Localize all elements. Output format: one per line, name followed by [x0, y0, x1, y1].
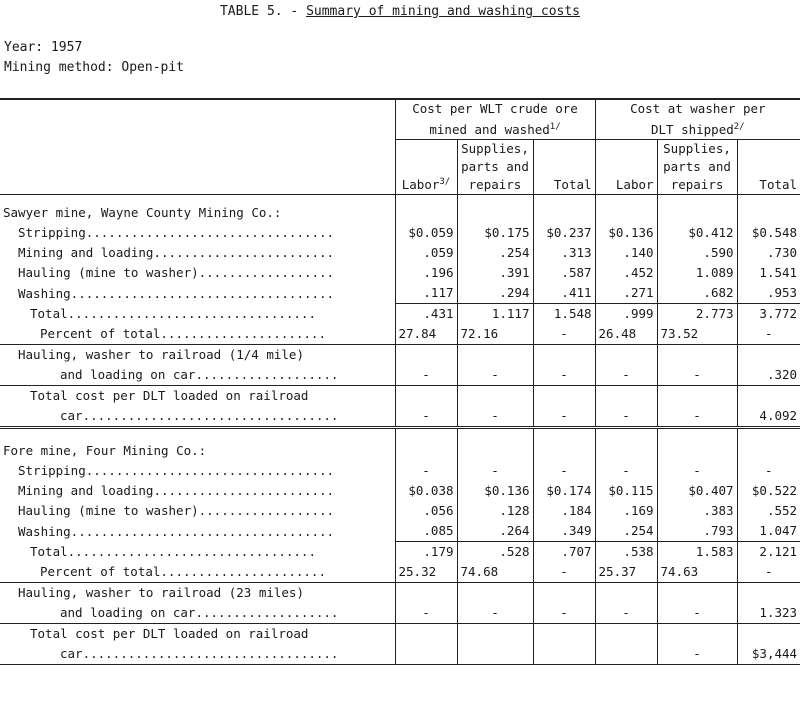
- railroad-cost-row-line2: car.................................. - - - - - 4.092: [0, 406, 800, 428]
- section2-heading-row: [0, 428, 800, 462]
- hauling-row-line2: and loading on car................... - - - - - 1.323: [0, 603, 800, 624]
- col-total-2: Total: [737, 140, 800, 195]
- total-row: Total................................. .431 1.117 1.548 .999 2.773 3.772: [0, 304, 800, 325]
- table-row: Washing................................... .117 .294 .411 .271 .682 .953: [0, 283, 800, 304]
- railroad-cost-row-line1: Total cost per DLT loaded on railroad: [0, 386, 800, 407]
- table-row: Stripping................................. $0.059 $0.175 $0.237 $0.136 $0.412 $0.548: [0, 223, 800, 243]
- col-labor-1: Labor$^{3/}$: [395, 140, 457, 195]
- table-row: Stripping................................. - - - - - -: [0, 461, 800, 481]
- table-row: Hauling (mine to washer).................. .056 .128 .184 .169 .383 .552: [0, 501, 800, 521]
- table-row: Mining and loading........................ $0.038 $0.136 $0.174 $0.115 $0.407 $0.522: [0, 481, 800, 501]
- title-text: Summary of mining and washing costs: [306, 4, 581, 19]
- railroad-cost-row-line2: car.................................. - $3,444: [0, 644, 800, 665]
- col-supplies-2: Supplies, parts and repairs: [657, 140, 737, 195]
- section2-heading: Fore mine, Four Mining Co.:: [3, 443, 207, 459]
- hauling-row-line2: and loading on car................... - - - - - .320: [0, 365, 800, 386]
- header-row-groups: [0, 99, 800, 140]
- percent-row: Percent of total...................... 25.32 74.68 - 25.37 74.63 -: [0, 562, 800, 583]
- table-row: Washing................................... .085 .264 .349 .254 .793 1.047: [0, 521, 800, 542]
- section1-heading: Sawyer mine, Wayne County Mining Co.:: [3, 205, 282, 221]
- hauling-row-line1: Hauling, washer to railroad (23 miles): [0, 583, 800, 604]
- hauling-row-line1: Hauling, washer to railroad (1/4 mile): [0, 345, 800, 366]
- title-prefix: TABLE 5. -: [219, 4, 307, 19]
- table-row: Hauling (mine to washer).................. .196 .391 .587 .452 1.089 1.541: [0, 263, 800, 283]
- col-labor-2: Labor: [595, 140, 657, 195]
- year-line: Year: 1957: [4, 40, 83, 55]
- header-row-columns: [0, 140, 800, 195]
- cost-summary-table: [0, 98, 800, 665]
- group1-header: Cost per WLT crude ore mined and washed$^{1/}$: [395, 99, 595, 140]
- mining-method-line: Mining method: Open-pit: [4, 60, 185, 75]
- group2-header: Cost at washer per DLT shipped$^{2/}$: [595, 99, 800, 140]
- col-total-1: Total: [533, 140, 595, 195]
- total-row: Total................................. .179 .528 .707 .538 1.583 2.121: [0, 542, 800, 563]
- percent-row: Percent of total...................... 27.84 72.16 - 26.48 73.52 -: [0, 324, 800, 345]
- section1-heading-row: [0, 195, 800, 224]
- table-title: [0, 4, 800, 19]
- col-supplies-1: Supplies, parts and repairs: [457, 140, 533, 195]
- railroad-cost-row-line1: Total cost per DLT loaded on railroad: [0, 624, 800, 645]
- table-row: Mining and loading........................ .059 .254 .313 .140 .590 .730: [0, 243, 800, 263]
